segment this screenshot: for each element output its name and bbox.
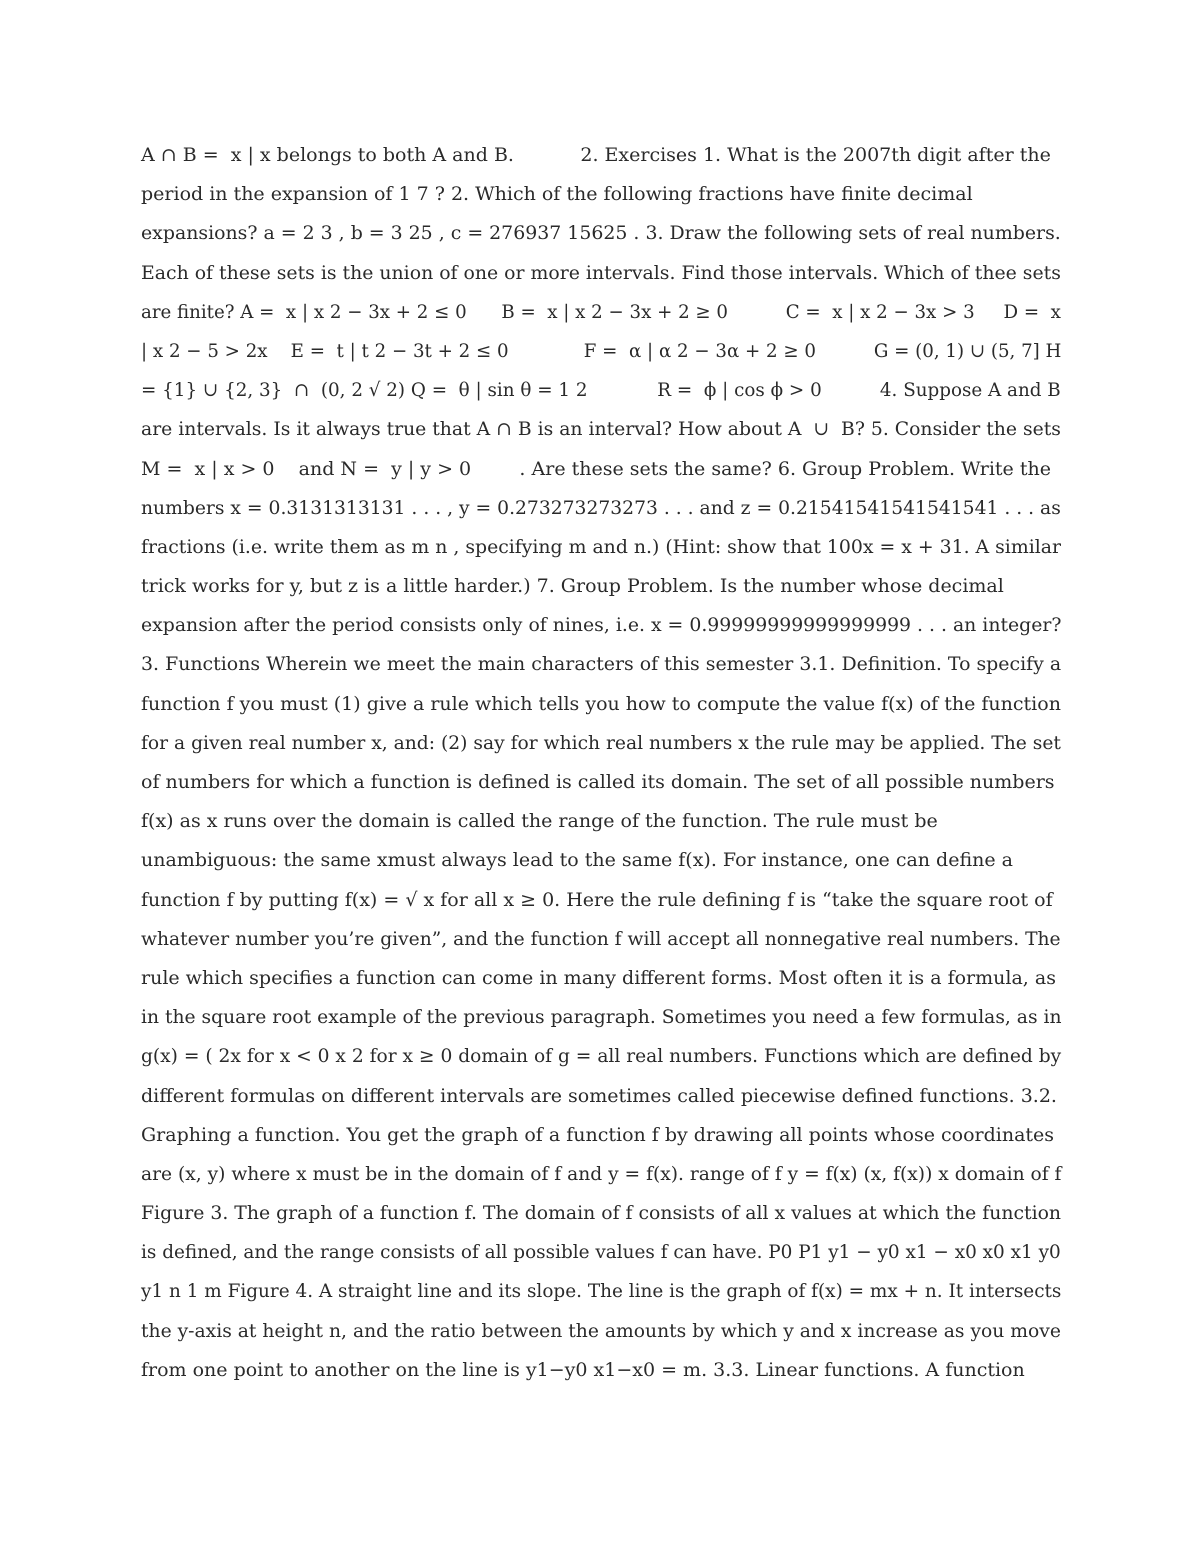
text-line-25: different formulas on different intervals are sometimes called piecewise defined functions. 3.2.: [141, 1084, 1057, 1107]
text-line-2: period in the expansion of 1 7 ? 2. Which of the following fractions have finite decimal: [141, 183, 973, 206]
text-line-6: | x 2 − 5 > 2x E = t | t 2 − 3t + 2 ≤ 0 F = α | α 2 − 3α + 2 ≥ 0 G = (0, 1) ∪ (5, 7] H: [141, 339, 1062, 362]
text-line-27: are (x, y) where x must be in the domain of f and y = f(x). range of f y = f(x) (x, f(x)) x domain of f: [141, 1162, 1062, 1185]
text-line-10: numbers x = 0.3131313131 . . . , y = 0.273273273273 . . . and z = 0.21541541541541541 . . . as: [141, 496, 1061, 519]
text-line-23: in the square root example of the previous paragraph. Sometimes you need a few formulas, as in: [141, 1006, 1062, 1029]
text-line-1: A ∩ B = x | x belongs to both A and B. 2. Exercises 1. What is the 2007th digit after the: [141, 144, 1051, 166]
text-line-5: are finite? A = x | x 2 − 3x + 2 ≤ 0 B = x | x 2 − 3x + 2 ≥ 0 C = x | x 2 − 3x > 3 D = x: [141, 300, 1061, 323]
text-line-3: expansions? a = 2 3 , b = 3 25 , c = 276937 15625 . 3. Draw the following sets of real numbers.: [141, 222, 1061, 245]
text-line-19: unambiguous: the same xmust always lead to the same f(x). For instance, one can define a: [141, 849, 1013, 872]
text-line-29: is defined, and the range consists of all possible values f can have. P0 P1 y1 − y0 x1 − x0 x0 x1 y0: [141, 1241, 1061, 1264]
text-line-8: are intervals. Is it always true that A ∩ B is an interval? How about A ∪ B? 5. Consider the sets: [141, 418, 1061, 441]
text-line-20: function f by putting f(x) = √ x for all x ≥ 0. Here the rule defining f is “take the square root of: [141, 888, 1053, 911]
text-line-31: the y-axis at height n, and the ratio between the amounts by which y and x increase as you move: [141, 1319, 1061, 1342]
text-line-22: rule which specifies a function can come in many different forms. Most often it is a formula, as: [141, 966, 1056, 989]
text-line-13: expansion after the period consists only of nines, i.e. x = 0.99999999999999999 . . . an integer?: [141, 614, 1062, 637]
text-line-16: for a given real number x, and: (2) say for which real numbers x the rule may be applied. The set: [141, 731, 1061, 754]
text-line-21: whatever number you’re given”, and the function f will accept all nonnegative real numbers. The: [141, 927, 1061, 950]
text-line-32: from one point to another on the line is y1−y0 x1−x0 = m. 3.3. Linear functions. A function: [141, 1358, 1025, 1381]
text-line-7: = {1} ∪ {2, 3} ∩ (0, 2 √ 2) Q = θ | sin θ = 1 2 R = ϕ | cos ϕ > 0 4. Suppose A and B: [141, 379, 1061, 402]
text-line-17: of numbers for which a function is defined is called its domain. The set of all possible numbers: [141, 771, 1055, 793]
text-line-26: Graphing a function. You get the graph of a function f by drawing all points whose coordinates: [141, 1123, 1055, 1146]
text-line-9: M = x | x > 0 and N = y | y > 0 . Are these sets the same? 6. Group Problem. Write the: [141, 457, 1051, 480]
text-line-12: trick works for y, but z is a little harder.) 7. Group Problem. Is the number whose decimal: [141, 575, 1004, 598]
text-line-30: y1 n 1 m Figure 4. A straight line and its slope. The line is the graph of f(x) = mx + n. It intersects: [141, 1280, 1062, 1303]
text-line-28: Figure 3. The graph of a function f. The domain of f consists of all x values at which the function: [141, 1202, 1062, 1225]
text-line-14: 3. Functions Wherein we meet the main characters of this semester 3.1. Definition. To specify a: [141, 653, 1062, 676]
text-line-18: f(x) as x runs over the domain is called the range of the function. The rule must be: [141, 810, 938, 833]
body-text: [141, 136, 1071, 1390]
text-line-24: g(x) = ( 2x for x < 0 x 2 for x ≥ 0 domain of g = all real numbers. Functions which are defined by: [141, 1045, 1062, 1068]
text-line-15: function f you must (1) give a rule which tells you how to compute the value f(x) of the function: [141, 692, 1061, 715]
text-line-11: fractions (i.e. write them as m n , specifying m and n.) (Hint: show that 100x = x + 31. A similar: [141, 535, 1061, 558]
text-line-4: Each of these sets is the union of one or more intervals. Find those intervals. Which of thee sets: [141, 261, 1061, 284]
